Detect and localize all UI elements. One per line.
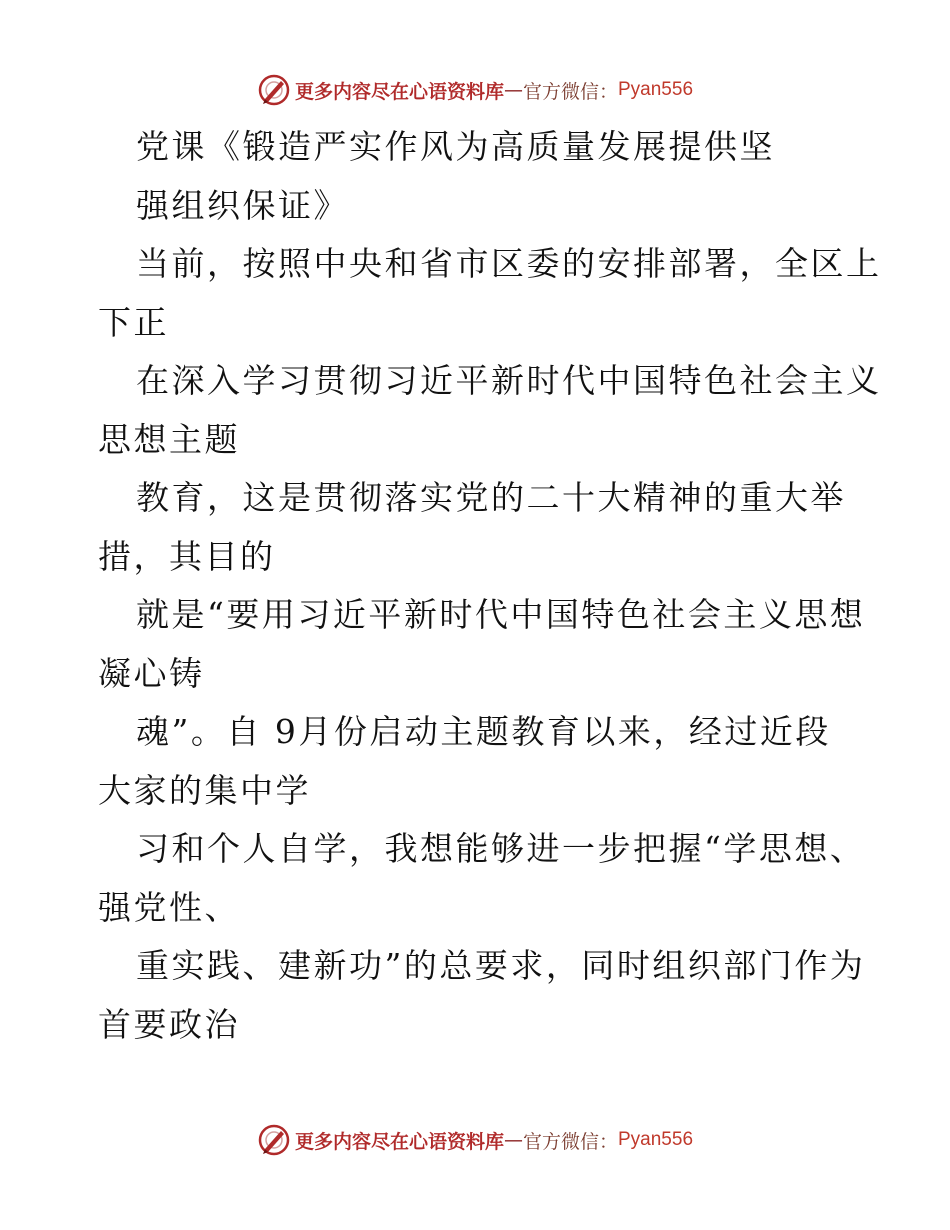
- watermark-separator: —: [503, 1129, 523, 1151]
- doc-line: 当前，按照中央和省市区委的安排部署，全区上: [136, 244, 882, 283]
- watermark-separator: —: [503, 79, 523, 101]
- wechat-id: Pyan556: [618, 79, 694, 100]
- doc-line: 强组织保证》: [136, 185, 349, 225]
- doc-line: 就是“要用习近平新时代中国特色社会主义思想: [136, 595, 866, 634]
- wechat-id: Pyan556: [618, 1129, 694, 1150]
- doc-line: 习和个人自学，我想能够进一步把握“学思想、: [136, 829, 866, 868]
- doc-line: 凝心铸: [98, 653, 205, 693]
- doc-line: 首要政治: [98, 1004, 240, 1044]
- wechat-label: 官方微信：: [522, 80, 618, 103]
- wechat-label: 官方微信：: [522, 1130, 618, 1153]
- watermark-text: 更多内容尽在心语资料库: [294, 80, 504, 103]
- doc-line: 措，其目的: [98, 536, 276, 576]
- header-watermark: [0, 70, 950, 110]
- doc-line: 魂”。自 9月份启动主题教育以来，经过近段: [136, 712, 831, 751]
- pen-logo-icon: [257, 1123, 291, 1157]
- doc-line: 强党性、: [98, 887, 240, 927]
- footer-watermark: [0, 1120, 950, 1160]
- doc-line: 在深入学习贯彻习近平新时代中国特色社会主义: [136, 361, 882, 400]
- pen-logo-icon: [257, 73, 291, 107]
- document-body: [98, 118, 882, 1054]
- doc-line: 思想主题: [98, 419, 240, 459]
- doc-line: 大家的集中学: [98, 770, 311, 810]
- doc-line: 下正: [98, 302, 169, 342]
- doc-line: 党课《锻造严实作风为高质量发展提供坚: [136, 127, 775, 166]
- doc-line: 重实践、建新功”的总要求，同时组织部门作为: [136, 946, 866, 985]
- doc-line: 教育，这是贯彻落实党的二十大精神的重大举: [136, 478, 846, 517]
- watermark-text: 更多内容尽在心语资料库: [294, 1130, 504, 1153]
